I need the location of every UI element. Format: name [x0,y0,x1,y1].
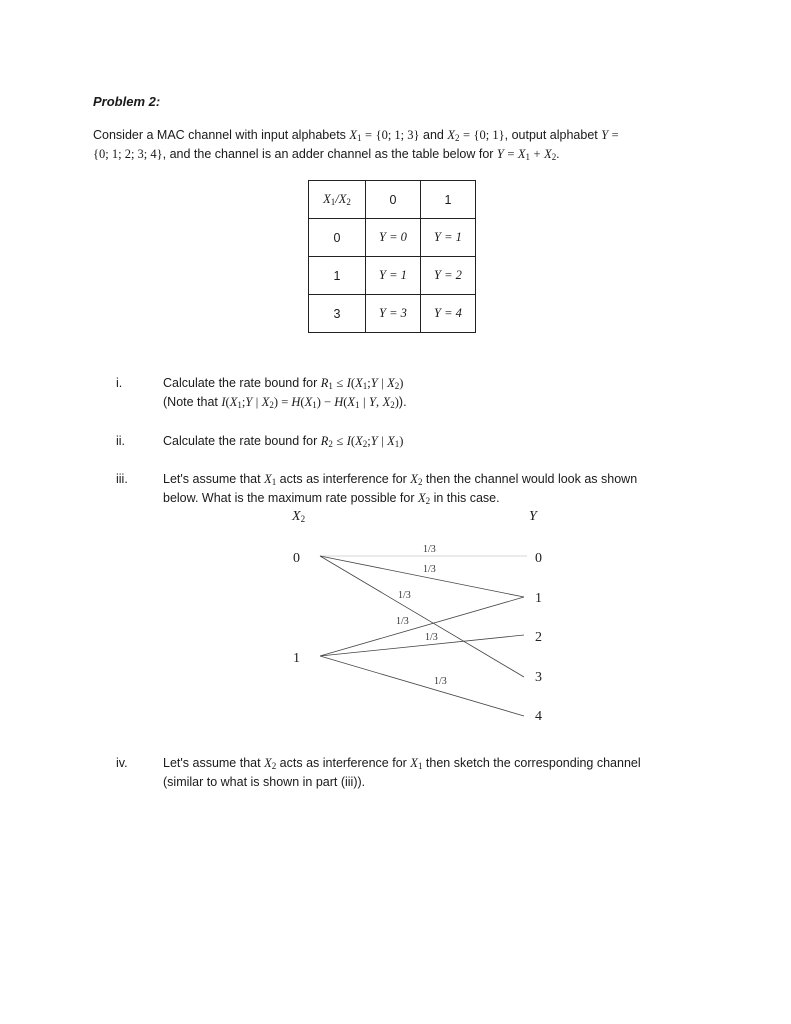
table-cell: Y = 3 [366,295,421,333]
question-iv-line-1: Let's assume that $X_2$ acts as interference for $X_1$ then sketch the corresponding channel [163,756,641,771]
input-node-label: 1 [293,651,300,666]
question-i-text: Calculate the rate bound for $R_1$ ≤ $I(X_1;Y$ | $X_2$) [163,376,404,391]
prob-label: 1/3 [396,616,409,627]
intro-line-2: {0; 1; 2; 3; 4}, and the channel is an adder channel as the table below for $Y = X_1 + X_2$. [93,147,560,162]
question-text: acts as interference for [276,756,411,770]
prob-label: 1/3 [423,544,436,555]
edge-1-4 [320,656,524,716]
table-cell: 0 [309,219,366,257]
intro-text: , and the channel is an adder channel as the table below for [162,147,497,161]
question-text: acts as interference for [276,472,411,486]
output-node-label: 2 [535,630,542,645]
question-i-note: (Note that $I(X_1;Y$ | $X_2) = H(X_1) - H(X_1$ | Y, $X_2$)). [163,395,407,410]
y-alphabet: {0; 1; 2; 3; 4} [93,147,163,161]
question-text: (Note that [163,395,222,409]
edge-1-1 [320,597,524,656]
question-iii-number: iii. [116,472,128,486]
intro-text: and [419,128,448,142]
output-node-label: 0 [535,551,542,566]
prob-label: 1/3 [423,564,436,575]
prob-label: 1/3 [398,590,411,601]
question-iv-line-2: (similar to what is shown in part (iii)). [163,775,366,789]
table-header-corner: $X_1/X_2$ [309,181,366,219]
prob-label: 1/3 [434,676,447,687]
x2-alphabet: {0; 1} [473,128,505,142]
edge-0-1 [320,556,524,597]
question-i-number: i. [116,376,123,390]
table-cell: 3 [309,295,366,333]
question-text: Calculate the rate bound for [163,434,321,448]
table-header-cell: 1 [421,181,476,219]
question-ii-text: Calculate the rate bound for $R_2$ ≤ $I(X_2;Y$ | $X_1$) [163,434,404,449]
output-node-label: 1 [535,591,542,606]
question-iii-line-2: below. What is the maximum rate possible for $X_2$ in this case. [163,491,500,506]
table-header-cell: 0 [366,181,421,219]
table-cell: Y = 0 [366,219,421,257]
problem-title: Problem 2: [93,94,161,109]
table-cell: Y = 1 [366,257,421,295]
intro-text: Consider a MAC channel with input alphabets [93,128,350,142]
intro-text: , output alphabet [504,128,602,142]
input-node-label: 0 [293,551,300,566]
intro-line-1: Consider a MAC channel with input alphabets $X_1 = \{0$; 1; 3} and $X_2 = \{0$; 1}, output alphabet Y = [93,128,619,143]
question-text: Let's assume that [163,472,265,486]
question-iv-number: iv. [116,756,128,770]
question-text: Let's assume that [163,756,265,770]
prob-label: 1/3 [425,632,438,643]
question-text: Calculate the rate bound for [163,376,321,390]
question-text: in this case. [430,491,500,505]
diagram-input-label: $X_2$ [292,509,306,524]
table-cell: 1 [309,257,366,295]
output-node-label: 3 [535,670,542,685]
edge-0-3 [320,556,524,677]
question-text: below. What is the maximum rate possible for [163,491,418,505]
diagram-output-label: Y [529,509,537,524]
table-cell: Y = 2 [421,257,476,295]
edge-1-2 [320,635,524,656]
table-cell: Y = 4 [421,295,476,333]
question-ii-number: ii. [116,434,126,448]
question-text: ). [398,395,407,409]
question-iii-line-1: Let's assume that $X_1$ acts as interference for $X_2$ then the channel would look as shown [163,472,638,487]
x1-alphabet: {0; 1; 3} [375,128,420,142]
table-cell: Y = 1 [421,219,476,257]
question-text: then the channel would look as shown [422,472,638,486]
question-text: then sketch the corresponding channel [422,756,641,770]
output-node-label: 4 [535,709,542,724]
